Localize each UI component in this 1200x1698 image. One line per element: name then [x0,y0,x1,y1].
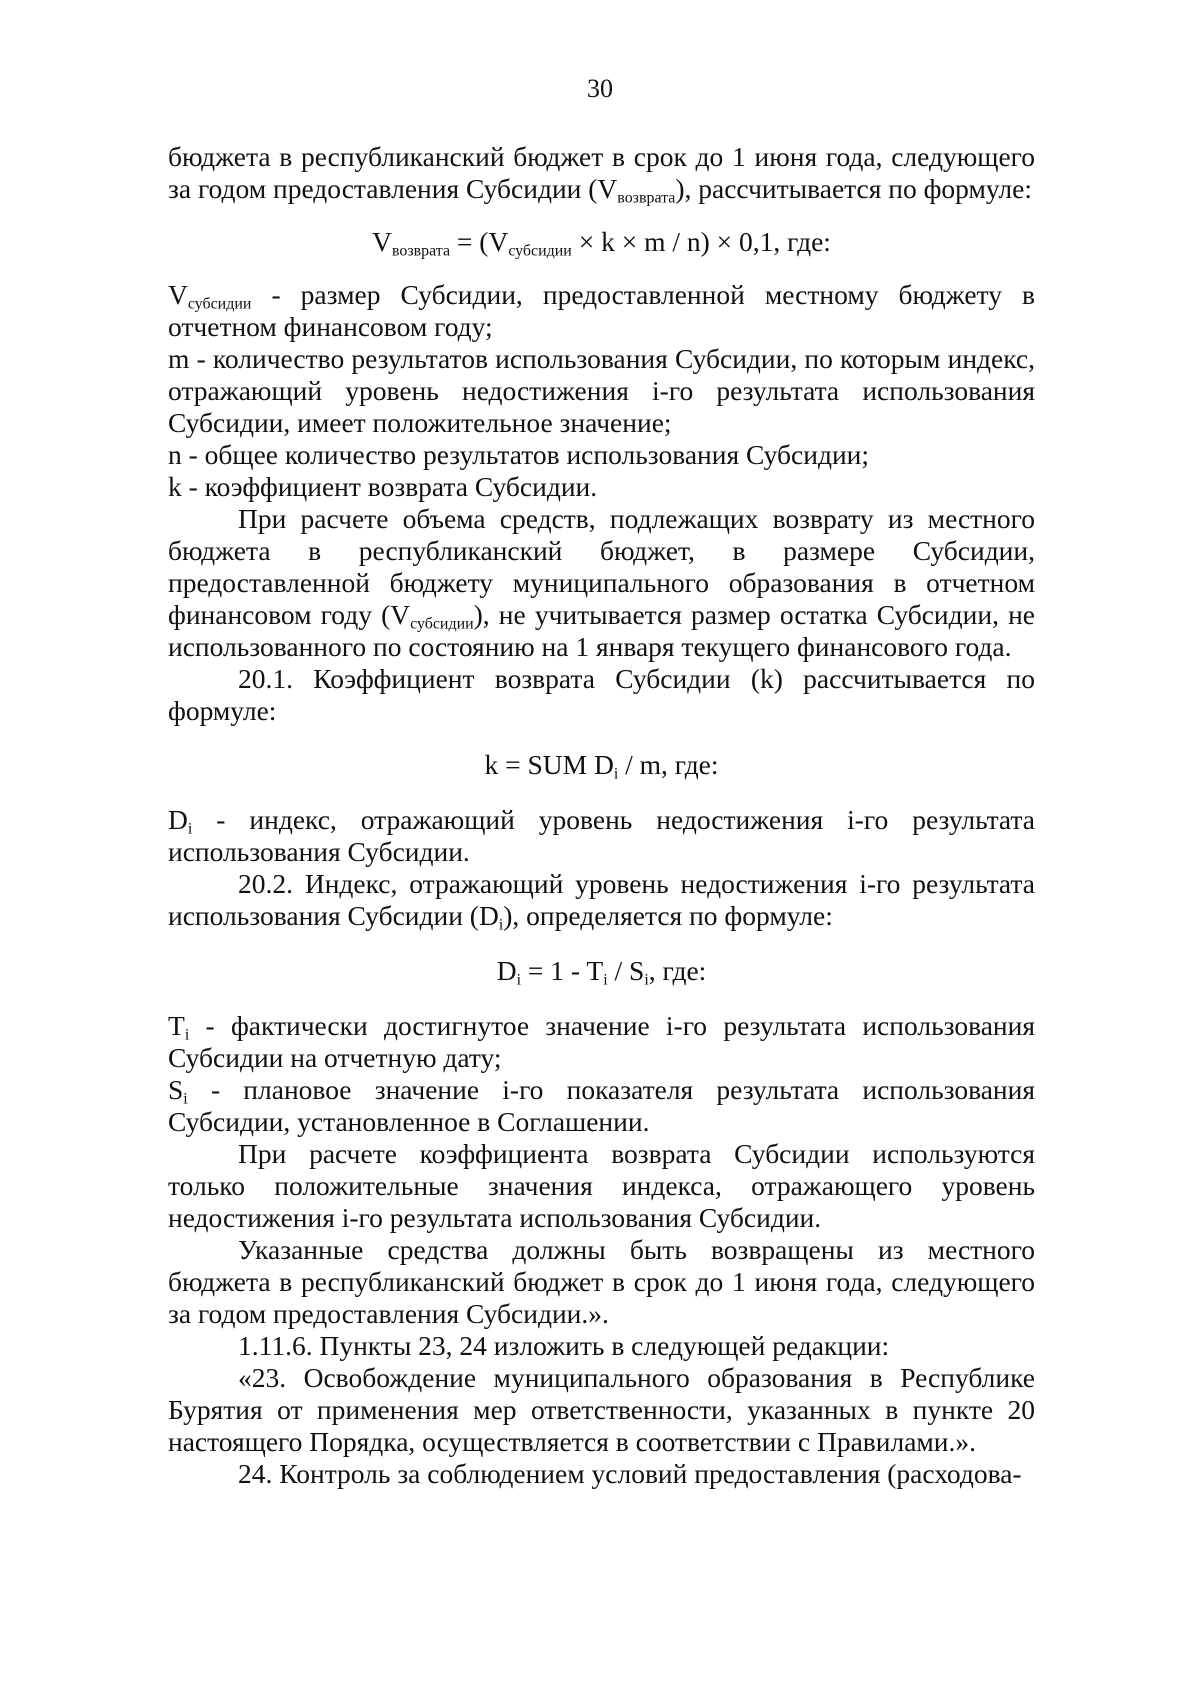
formula-v-return: $V_{возврата} = (V_{субсидии} \times k \times m / n) \times 0,1$, где: [372,226,831,260]
definition-v-subsidy: $V_{субсидии}$ - размер Субсидии, предоставленной местному бюджету в отчетном финансовом году; [168,279,1035,342]
page-number: 30 [587,74,613,103]
definition-t: $T_i$ - фактически достигнутое значение i-го результата использования Субсидии на отчетную дату; [168,1010,1035,1073]
paragraph-24: 24. Контроль за соблюдением условий предоставления (расходова- [238,1458,1022,1489]
definition-s: $S_i$ - плановое значение i-го показателя результата использования Субсидии, установленное в Соглашении. [168,1074,1035,1137]
formula-d: $D_i = 1 - T_i / S_i$, где: [496,955,707,989]
paragraph-intro: бюджета в республиканский бюджет в срок до 1 июня года, следующего за годом предоставления Субсидии $(V_{возврата})$, рассчитывается по формуле: [168,141,1035,207]
definition-m: m - количество результатов использования Субсидии, по которым индекс, отражающий уровень недостижения i-го результата использования Субсидии, имеет положительное значение; [168,343,1035,438]
definition-n: n - общее количество результатов использования Субсидии; [168,439,870,470]
paragraph-20-1: 20.1. Коэффициент возврата Субсидии (k) рассчитывается по формуле: [168,663,1035,726]
paragraph-return-deadline: Указанные средства должны быть возвращены из местного бюджета в республиканский бюджет в срок до 1 июня года, следующего за годом предоставления Субсидии.». [168,1234,1035,1329]
definition-d: $D_i$ - индекс, отражающий уровень недостижения i-го результата использования Субсидии. [168,804,1035,867]
paragraph-calculation-note: При расчете объема средств, подлежащих возврату из местного бюджета в республиканский бюджет, в размере Субсидии, предоставленной бюджету муниципального образования в отчетном финансовом году $(V_{субсидии})$, не учитывается размер остатка Субсидии, не использованного по состоянию на 1 января текущего финансового года. [168,503,1035,662]
formula-k: k = SUM $D_i$ / m, где: [484,749,719,783]
paragraph-23: «23. Освобождение муниципального образования в Республике Бурятия от применения мер ответственности, указанных в пункте 20 настоящего Порядка, осуществляется в соответствии с Правилами.». [168,1362,1035,1457]
paragraph-20-2: 20.2. Индекс, отражающий уровень недостижения i-го результата использования Субсидии $(D_i)$, определяется по формуле: [168,868,1035,934]
definition-k: k - коэффициент возврата Субсидии. [168,471,598,502]
document-body [168,141,1035,1490]
paragraph-1-11-6: 1.11.6. Пункты 23, 24 изложить в следующей редакции: [238,1330,890,1361]
paragraph-positive-values: При расчете коэффициента возврата Субсидии используются только положительные значения индекса, отражающего уровень недостижения i-го результата использования Субсидии. [168,1138,1035,1233]
